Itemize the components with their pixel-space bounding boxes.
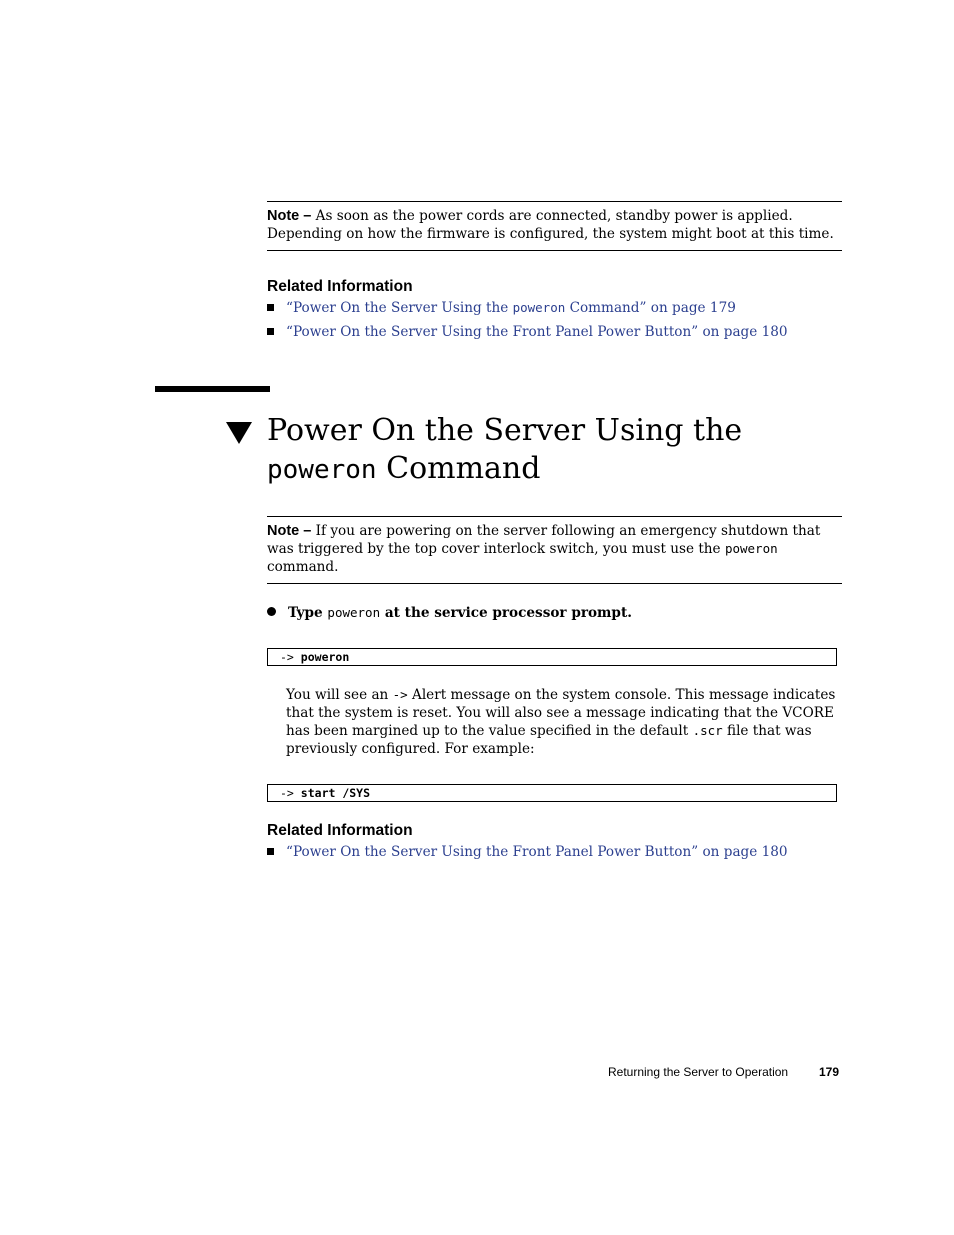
section-bar [155, 386, 270, 392]
bullet-square-icon [267, 328, 274, 335]
code-command: poweron [300, 650, 350, 664]
footer-page-number: 179 [819, 1065, 840, 1079]
note2-label: Note – [267, 523, 312, 539]
note2-top-rule [267, 516, 842, 517]
note2-text-post: command. [267, 559, 339, 575]
code-prompt: -> [280, 786, 294, 800]
related2-item-1 [267, 843, 788, 861]
note2 [267, 522, 842, 576]
note2-code: poweron [724, 541, 778, 556]
related1-heading: Related Information [267, 278, 413, 295]
bullet-square-icon [267, 304, 274, 311]
related2-link-front-panel[interactable]: “Power On the Server Using the Front Panel Power Button” on page 180 [286, 844, 788, 860]
triangle-down-icon [226, 422, 252, 444]
related1-link-poweron[interactable]: “Power On the Server Using the poweron Command” on page 179 [286, 300, 736, 316]
bullet-square-icon [267, 848, 274, 855]
code-block-poweron [267, 648, 837, 666]
step-instruction: Type poweron at the service processor prompt. [267, 604, 632, 622]
note1-label: Note – [267, 208, 312, 224]
note1-text: As soon as the power cords are connected, standby power is applied. Depending on how the firmware is configured, the system might boot at this time. [267, 208, 834, 242]
note1-bottom-rule [267, 250, 842, 251]
note1 [267, 207, 842, 243]
related1-link-front-panel[interactable]: “Power On the Server Using the Front Panel Power Button” on page 180 [286, 324, 788, 340]
heading-line2: poweron Command [267, 451, 541, 486]
note2-bottom-rule [267, 583, 842, 584]
code-prompt: -> [280, 650, 294, 664]
footer-chapter: Returning the Server to Operation [608, 1065, 789, 1079]
body-paragraph: You will see an -> Alert message on the system console. This message indicates that the system is reset. You will also see a message indicating that the VCORE has been margined up to the value specified in the default .scr file that was previously configured. For example: [286, 687, 836, 757]
note1-top-rule [267, 201, 842, 202]
related2-heading: Related Information [267, 822, 413, 839]
related1-item-1 [267, 299, 736, 317]
note2-text-pre: If you are powering on the server following an emergency shutdown that was triggered by the top cover interlock switch, you must use the [267, 523, 821, 557]
bullet-dot-icon [267, 607, 276, 616]
code-command: start /SYS [300, 786, 371, 800]
code-block-start-sys [267, 784, 837, 802]
related1-item-2 [267, 323, 788, 341]
heading-line1: Power On the Server Using the [267, 413, 743, 448]
